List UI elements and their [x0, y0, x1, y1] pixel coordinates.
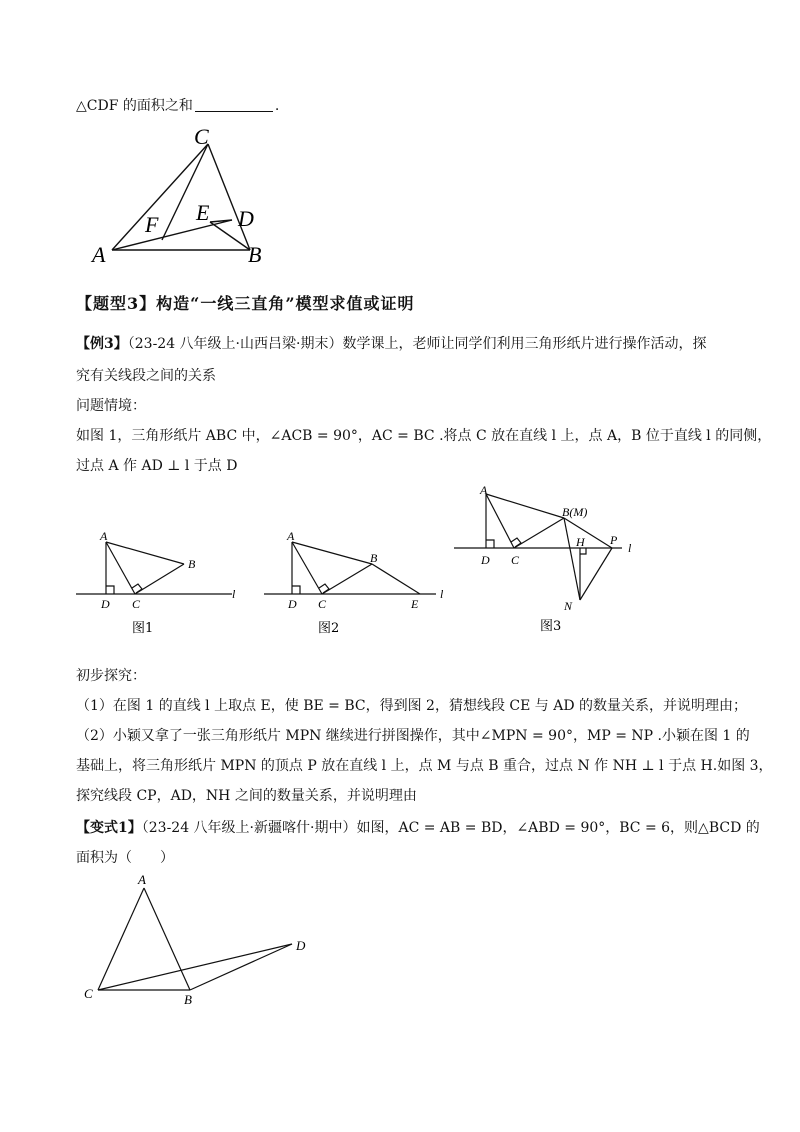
label-a: A: [138, 872, 146, 887]
answer-blank: [195, 97, 273, 112]
label-d: D: [481, 553, 490, 567]
segment-mp: [564, 518, 612, 548]
label-h: H: [576, 535, 585, 549]
variant1-line2: 面积为（ ）: [76, 850, 174, 866]
label-e: E: [196, 200, 210, 225]
example3-line3: 如图 1，三角形纸片 ABC 中，∠ACB = 90°，AC = BC .将点 C 放在直线 l 上，点 A，B 位于直线 l 的同侧，: [76, 428, 772, 444]
segment-ab: [106, 542, 184, 564]
segment-ed: [210, 220, 232, 222]
question-2-line2: 基础上，将三角形纸片 MPN 的顶点 P 放在直线 l 上，点 M 与点 B 重合，过点 N 作 NH ⊥ l 于点 H.如图 3，: [76, 758, 773, 774]
label-d: D: [238, 206, 254, 231]
label-d: D: [296, 938, 306, 953]
segment-cd: [98, 944, 292, 990]
figure-2: [260, 526, 450, 638]
segment-ab: [292, 542, 372, 564]
variant1-tag: 【变式1】: [76, 820, 142, 836]
top-text-line: [76, 96, 279, 116]
segment-ab: [144, 888, 190, 990]
example3-line2: 究有关线段之间的关系: [76, 368, 216, 384]
label-b: B: [184, 992, 192, 1007]
figure-1: [72, 526, 252, 638]
section-heading: 【题型3】构造“一线三直角”模型求值或证明: [76, 294, 415, 313]
label-c: C: [84, 986, 93, 1001]
label-b-m: B(M): [562, 505, 588, 519]
segment-ab: [486, 494, 564, 518]
fig3-caption: 图3: [540, 619, 562, 632]
segment-cb: [514, 518, 564, 548]
variant1-text1: （23-24 八年级上·新疆喀什·期中）如图，AC = AB = BD，∠ABD = 90°，BC = 6，则△BCD 的: [141, 820, 760, 836]
label-c: C: [511, 553, 520, 567]
figure-3: [450, 480, 670, 632]
segment-be: [372, 564, 420, 594]
segment-ac: [112, 144, 208, 250]
label-n: N: [564, 599, 573, 613]
variant1-line1: [76, 818, 760, 838]
question-2-line1: （2）小颖又拿了一张三角形纸片 MPN 继续进行拼图操作，其中∠MPN = 90°，MP = NP .小颖在图 1 的: [76, 728, 750, 744]
label-e: E: [411, 597, 419, 611]
label-b: B: [370, 551, 378, 565]
label-b: B: [188, 557, 196, 571]
example3-tag: 【例3】: [76, 336, 128, 352]
label-a: A: [480, 483, 488, 497]
question-1: （1）在图 1 的直线 l 上取点 E，使 BE = BC，得到图 2，猜想线段 CE 与 AD 的数量关系，并说明理由；: [76, 698, 748, 714]
label-c: C: [194, 124, 209, 149]
example3-line1: [76, 334, 706, 354]
explore-label: 初步探究：: [76, 668, 146, 684]
segment-ac: [98, 888, 144, 990]
segment-cb: [322, 564, 372, 594]
label-p: P: [610, 533, 618, 547]
segment-cb: [135, 564, 184, 594]
right-angle-mark-d: [292, 586, 300, 594]
label-c: C: [132, 597, 141, 611]
example3-line4: 过点 A 作 AD ⊥ l 于点 D: [76, 458, 238, 474]
top-text-suffix: .: [274, 98, 280, 114]
question-2-line3: 探究线段 CP，AD，NH 之间的数量关系，并说明理由: [76, 788, 417, 804]
segment-cb: [208, 144, 250, 250]
segment-mn: [564, 518, 580, 600]
right-angle-mark-d: [486, 540, 494, 548]
segment-pn: [580, 548, 612, 600]
figure-triangle-abc-top: [90, 122, 280, 270]
right-angle-mark-d: [106, 586, 114, 594]
label-a: A: [100, 529, 108, 543]
label-f: F: [145, 212, 159, 237]
label-l: l: [440, 587, 444, 601]
example3-text1: （23-24 八年级上·山西吕梁·期末）数学课上，老师让同学们利用三角形纸片进行操作活动，探: [127, 336, 707, 352]
label-a: A: [287, 529, 295, 543]
label-l: l: [628, 541, 632, 555]
label-d: D: [288, 597, 297, 611]
label-d: D: [101, 597, 110, 611]
fig1-caption: 图1: [132, 621, 154, 636]
fig2-caption: 图2: [318, 621, 340, 636]
segment-bd: [190, 944, 292, 990]
segment-cf: [162, 144, 208, 240]
label-l: l: [232, 587, 236, 601]
label-b: B: [248, 242, 262, 267]
label-a: A: [92, 242, 106, 267]
situation-label: 问题情境：: [76, 398, 146, 414]
figure-variant1: [80, 868, 320, 1008]
top-text: △CDF 的面积之和: [76, 98, 193, 114]
label-c: C: [318, 597, 327, 611]
